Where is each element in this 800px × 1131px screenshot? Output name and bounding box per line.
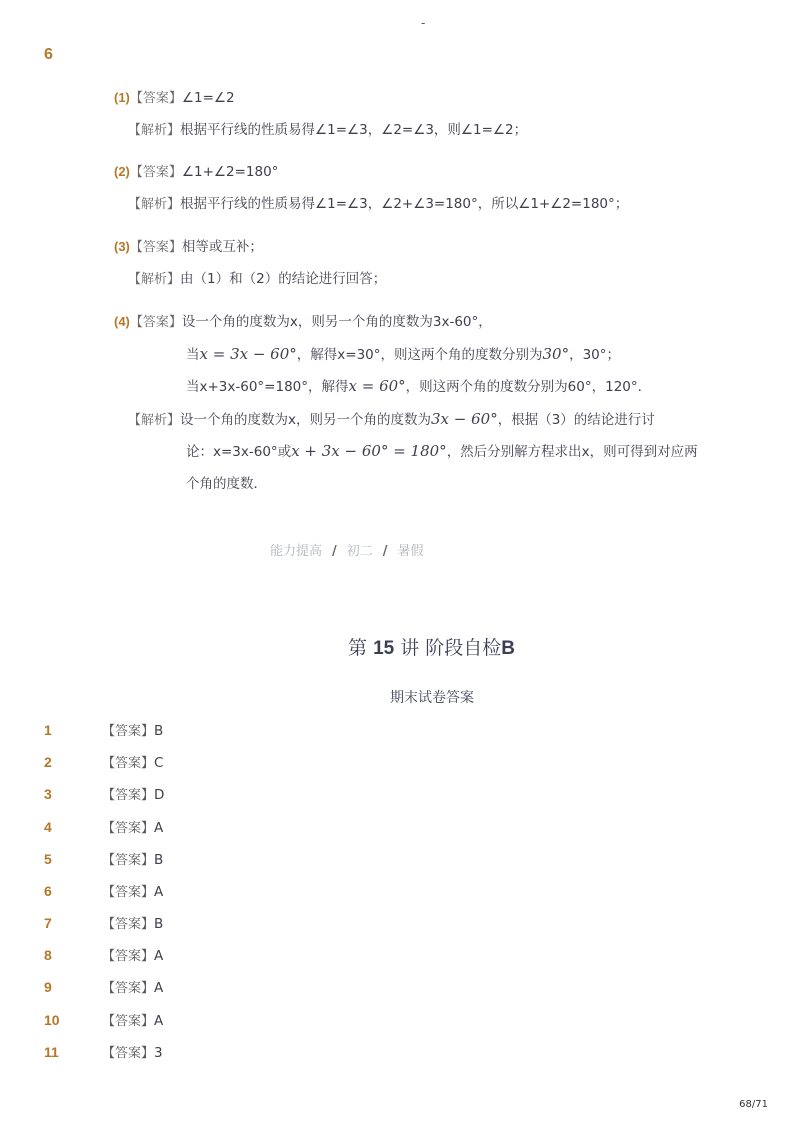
part-3-answer-row xyxy=(114,237,263,258)
answer-tag: 【答案】 xyxy=(129,315,182,330)
exam-answers-title: 期末试卷答案 xyxy=(390,690,474,706)
analysis-tag: 【解析】 xyxy=(128,123,181,138)
top-mark: - xyxy=(421,16,426,30)
answer-row: 4 【答案】A xyxy=(44,819,164,836)
part-4-answer-line-2: 当x = 3x − 60°，解得x=30°，则这两个角的度数分别为30°，30°； xyxy=(186,345,621,363)
part-2-analysis-row xyxy=(128,194,628,215)
part-1-analysis: 根据平行线的性质易得∠1=∠3，∠2=∠3，则∠1=∠2； xyxy=(180,122,528,138)
equation: 3x − 60° xyxy=(431,410,498,428)
part-4-analysis-line-2: 论：x=3x-60°或x + 3x − 60° = 180°，然后分别解方程求出x，则可得到对应两 xyxy=(186,442,698,460)
answer-row: 2 【答案】C xyxy=(44,754,164,771)
breadcrumb-item: 初二 xyxy=(346,544,373,559)
breadcrumb-item: 暑假 xyxy=(397,544,424,559)
part-4-analysis-line-1: 【解析】设一个角的度数为x，则另一个角的度数为3x − 60°，根据（3）的结论进行讨 xyxy=(128,410,655,428)
part-4-answer-row xyxy=(114,312,492,333)
analysis-tag: 【解析】 xyxy=(128,413,181,428)
answer-tag: 【答案】 xyxy=(129,165,182,180)
equation: 30° xyxy=(542,345,570,363)
breadcrumb-item: 能力提高 xyxy=(270,544,323,559)
equation: x = 60° xyxy=(348,377,406,395)
part-2-answer-row xyxy=(114,162,278,183)
answer-row: 10 【答案】A xyxy=(44,1012,164,1029)
breadcrumb-separator: / xyxy=(332,544,337,559)
answer-row: 3 【答案】D xyxy=(44,786,165,803)
question-number: 6 xyxy=(44,46,53,63)
part-4-number: (4) xyxy=(114,314,130,329)
equation: x + 3x − 60° = 180° xyxy=(291,442,447,460)
part-3-number: (3) xyxy=(114,239,130,254)
analysis-tag: 【解析】 xyxy=(128,197,181,212)
page-number: 68/71 xyxy=(739,1099,768,1110)
part-2-analysis: 根据平行线的性质易得∠1=∠3，∠2+∠3=180°，所以∠1+∠2=180°； xyxy=(180,196,629,212)
lesson-title: 第 15 讲 阶段自检B xyxy=(348,637,516,659)
answer-row: 11 【答案】3 xyxy=(44,1044,163,1061)
part-1-number: (1) xyxy=(114,90,130,105)
equation: x = 3x − 60° xyxy=(199,345,297,363)
answer-tag: 【答案】 xyxy=(129,91,182,106)
footer-breadcrumb xyxy=(270,540,424,559)
part-4-analysis-line-3: 个角的度数． xyxy=(186,476,267,492)
part-2-number: (2) xyxy=(114,164,130,179)
answer-row: 9 【答案】A xyxy=(44,979,164,996)
part-3-answer: 相等或互补； xyxy=(181,239,263,255)
part-4-answer-line-3: 当x+3x-60°=180°，解得x = 60°，则这两个角的度数分别为60°，120°． xyxy=(186,377,652,395)
answer-row: 1 【答案】B xyxy=(44,722,164,739)
part-1-answer-row xyxy=(114,88,235,109)
answer-tag: 【答案】 xyxy=(129,240,182,255)
answer-row: 8 【答案】A xyxy=(44,947,164,964)
answer-row: 6 【答案】A xyxy=(44,883,164,900)
breadcrumb-separator: / xyxy=(382,544,388,559)
analysis-tag: 【解析】 xyxy=(128,272,181,287)
part-3-analysis-row xyxy=(128,269,386,290)
part-2-answer: ∠1+∠2=180° xyxy=(181,164,279,180)
part-1-analysis-row xyxy=(128,120,527,141)
part-4-answer-line-1: 设一个角的度数为x，则另一个角的度数为3x-60°， xyxy=(181,314,492,330)
answer-row: 7 【答案】B xyxy=(44,915,164,932)
part-1-answer: ∠1=∠2 xyxy=(181,90,235,106)
answer-row: 5 【答案】B xyxy=(44,851,164,868)
part-3-analysis: 由（1）和（2）的结论进行回答； xyxy=(180,271,387,287)
